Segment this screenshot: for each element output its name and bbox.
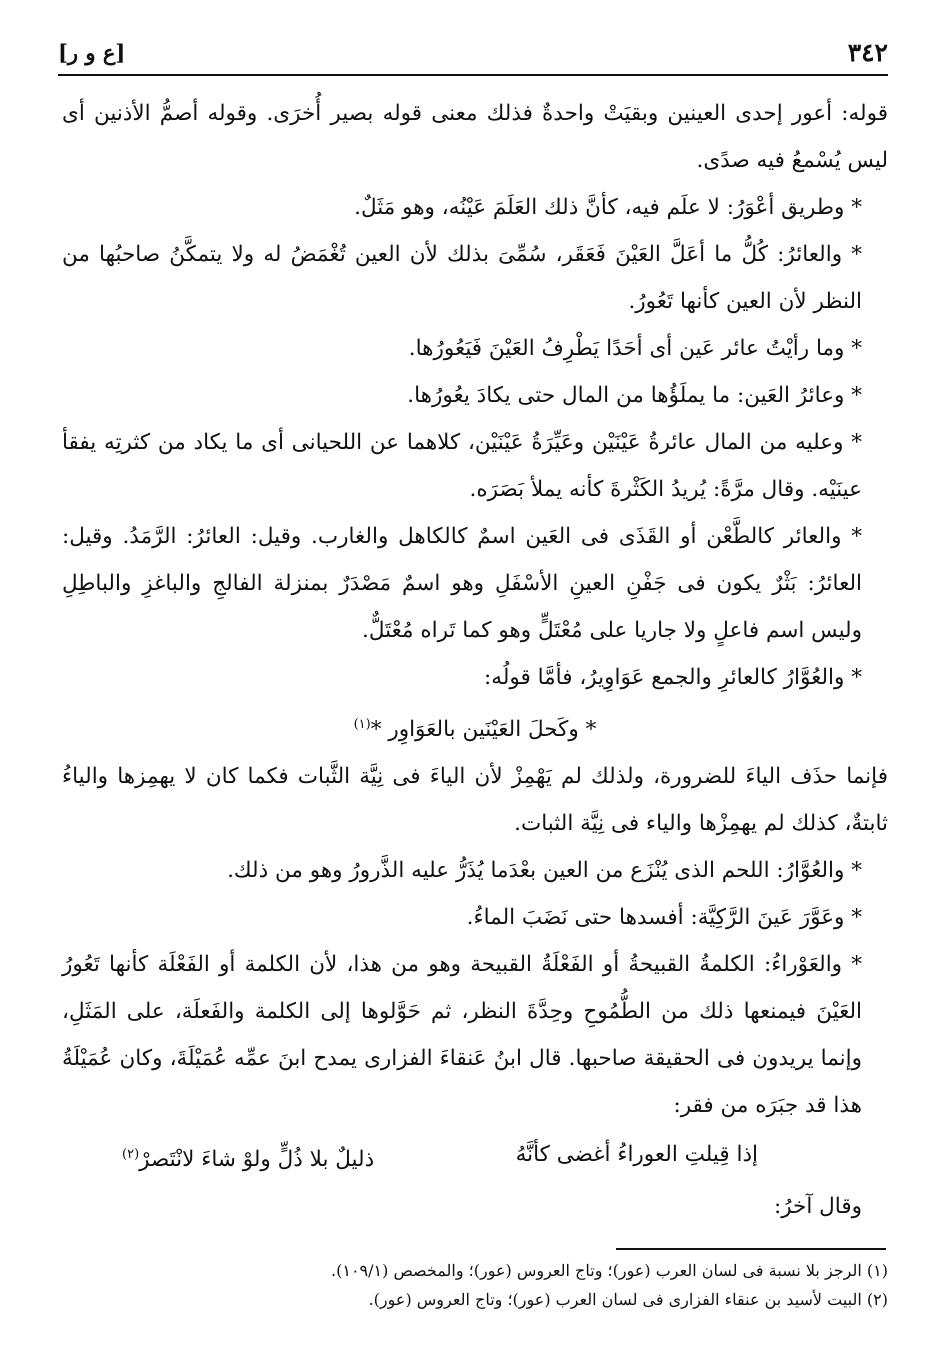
paragraph: * وما رأيْتُ عائر عَين أى أحَدًا يَطْرِفُ العَيْنَ فَيَعُورُها. xyxy=(408,336,862,361)
paragraph: * والعُوَّارُ كالعائرِ والجمع عَوَاوِيرُ، فأمَّا قولُه: xyxy=(484,665,862,690)
main-text xyxy=(62,90,888,1230)
poem-verse xyxy=(62,1131,888,1183)
root-letters: [ع و ر] xyxy=(58,40,126,65)
paragraph: * وعليه من المال عائرةُ عَيْنَيْن وعَيِّرَةُ عَيْنَيْن، كلاهما عن اللحيانى أى ما يكاد من كثرتِه يفقأ عينَيْه. وقال مرَّةً: يُريدُ الكَثْرةَ كأنه يملأ بَصَرَه. xyxy=(62,430,862,502)
paragraph: فإنما حذَف الياءَ للضرورة، ولذلك لم يَهْمِزْ لأن الياءَ فى نِيَّة الثَّبات فكما كان لا يهمِزها والياءُ ثابتةٌ، كذلك لم يهمِزْها والياء فى نِيَّة الثبات. xyxy=(62,764,888,837)
paragraph: * وعائرُ العَين: ما يملَؤُها من المال حتى يكادَ يعُورُها. xyxy=(407,383,862,408)
footnote-marker: (٢) xyxy=(122,1147,140,1163)
paragraph: * والعُوَّارُ: اللحم الذى يُنْزَع من العين بعْدَما يُذَرُّ عليه الذَّرورُ وهو من ذلك. xyxy=(227,858,862,884)
paragraph: قوله: أعور إحدى العينين وبقيَتْ واحدةٌ فذلك معنى قوله بصير أُخرَى. وقوله أصمُّ الأذنين أى ليس يُسْمعُ فيه صدًى. xyxy=(62,101,888,173)
page-number: ٣٤٢ xyxy=(847,38,888,67)
footnotes xyxy=(62,1256,888,1314)
footnote: (٢) البيت لأسيد بن عنقاء الفزارى فى لسان العرب (عور)؛ وتاج العروس (عور). xyxy=(368,1290,888,1309)
paragraph: * والعائر كالطَّعْن أو القَذَى فى العَين اسمٌ كالكاهل والغارب. وقيل: العائرُ: الرَّمَدُ. وقيل: العائرُ: بَثْرٌ يكون فى جَفْنِ العينِ الأسْفَلِ وهو اسمٌ مَصْدَرٌ بمنزلة الفالجِ والباغزِ والباطِلِ وليس اسم فاعلٍ ولا جاريا على مُعْتَلٍّ وهو كما تَراه مُعْتَلٌّ. xyxy=(62,524,862,643)
paragraph: * والعَوْراءُ: الكلمةُ القبيحةُ أو الفَعْلَةُ القبيحة وهو من هذا، لأن الكلمة أو الفَعْلَة كأنها تَعُورُ العَيْنَ فيمنعها ذلك من الطُّمُوحِ وحِدَّةَ النظر، ثم حَوَّلوها إلى الكلمة والفَعلَة، على المَثَلِ، وإنما يريدون فى الحقيقة صاحبها. قال ابنُ عَنقاءَ الفزارى يمدح ابنَ عمِّه عُمَيْلَةَ، وكان عُمَيْلَةُ هذا قد جبَرَه من فقر: xyxy=(62,952,862,1119)
poem-second-hemistich: ذليلٌ بلا ذُلٍّ ولوْ شاءَ لانْتَصرْ xyxy=(139,1147,375,1173)
poem-first-hemistich: إذا قِيلتِ العوراءُ أغضى كأنَّهُ xyxy=(515,1142,758,1168)
paragraph: * وطريق أعْوَرُ: لا علَم فيه، كأنَّ ذلك العَلَمَ عَيْنُه، وهو مَثَلٌ. xyxy=(354,195,862,220)
footnote: (١) الرجز بلا نسبة فى لسان العرب (عور)؛ وتاج العروس (عور)؛ والمخصص (١٠٩/١). xyxy=(331,1261,888,1280)
verse-text: * وكَحلَ العَيْنَين بالعَوَاوِر * xyxy=(370,717,597,743)
page-header xyxy=(58,38,888,76)
footnote-marker: (١) xyxy=(353,717,371,732)
paragraph: * وعَوَّرَ عَينَ الرَّكِيَّة: أفسدها حتى نَضَبَ الماءُ. xyxy=(466,905,862,931)
closing-line: وقال آخرُ: xyxy=(773,1194,862,1220)
footnote-divider xyxy=(616,1248,886,1250)
paragraph: * والعائرُ: كُلُّ ما أعَلَّ العَيْنَ فَعَقَر، سُمِّىَ بذلك لأن العين تُغْمَضُ له ولا يتمكَّنُ صاحبُها من النظر لأن العين كأنها تَعُورُ. xyxy=(62,242,862,314)
verse-line xyxy=(62,701,888,753)
poem-second-hemistich-wrap xyxy=(122,1131,374,1183)
